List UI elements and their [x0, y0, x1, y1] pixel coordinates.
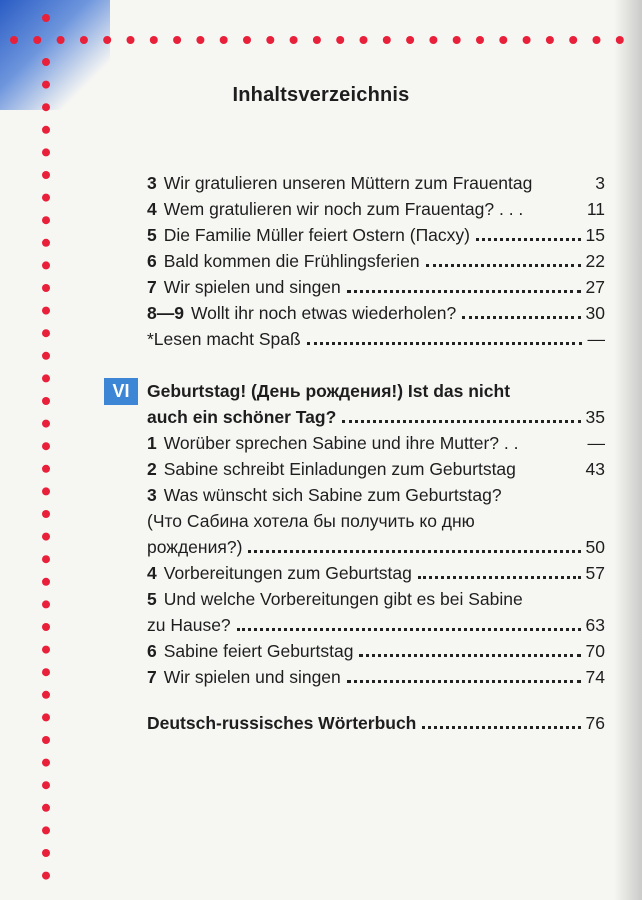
entry-text: zu Hause? — [147, 615, 231, 635]
entry-text: Wir spielen und singen — [163, 667, 341, 687]
border-dot — [42, 691, 50, 699]
border-dot — [80, 36, 88, 44]
border-dot — [42, 352, 50, 360]
border-dot — [42, 126, 50, 134]
border-dot — [42, 623, 50, 631]
page-number: 11 — [586, 199, 605, 219]
border-dot — [127, 36, 135, 44]
border-dot — [33, 36, 41, 44]
entry-number: 6 — [147, 251, 157, 271]
entry-number: 4 — [147, 199, 157, 219]
border-dot — [383, 36, 391, 44]
border-dot — [42, 600, 50, 608]
dot-leader — [307, 342, 582, 345]
entry-text: Wem gratulieren wir noch zum Frauentag? . . . — [163, 199, 524, 219]
entry-text: Wir spielen und singen — [163, 277, 341, 297]
border-dot — [42, 872, 50, 880]
border-dot — [313, 36, 321, 44]
entry-number: 6 — [147, 641, 157, 661]
entry-text: Die Familie Müller feiert Ostern (Пасху) — [163, 225, 470, 245]
dot-leader — [347, 680, 581, 683]
border-dot — [593, 36, 601, 44]
border-dot — [546, 36, 554, 44]
toc-entry[interactable] — [147, 662, 605, 688]
border-dot — [42, 759, 50, 767]
page-number: 35 — [585, 407, 605, 427]
border-dot — [173, 36, 181, 44]
toc-entry[interactable] — [147, 532, 605, 558]
dot-leader — [476, 238, 581, 241]
entry-number: 8—9 — [147, 303, 184, 323]
border-dot — [42, 261, 50, 269]
border-dot — [42, 533, 50, 541]
toc-entry[interactable] — [147, 584, 605, 610]
border-dot — [42, 465, 50, 473]
dot-leader — [422, 726, 580, 729]
toc-entry[interactable] — [147, 610, 605, 636]
border-dot — [42, 781, 50, 789]
dot-leader — [426, 264, 581, 267]
page-number: 70 — [585, 641, 605, 661]
entry-text: Sabine schreibt Einladungen zum Geburtstag — [163, 459, 516, 479]
toc-entry[interactable] — [147, 506, 605, 532]
entry-text: (Что Сабина хотела бы получить ко дню — [147, 511, 475, 531]
dot-leader — [359, 654, 580, 657]
border-dot — [523, 36, 531, 44]
entry-text: Bald kommen die Frühlingsferien — [163, 251, 420, 271]
border-dot — [42, 668, 50, 676]
dot-leader — [418, 576, 581, 579]
border-dot — [42, 713, 50, 721]
border-dot — [220, 36, 228, 44]
border-dot — [406, 36, 414, 44]
border-dot — [42, 487, 50, 495]
border-dot — [42, 194, 50, 202]
border-dot — [336, 36, 344, 44]
section-heading-text: auch ein schöner Tag? — [147, 407, 337, 427]
entry-number: 5 — [147, 225, 157, 245]
page-title: Inhaltsverzeichnis — [232, 84, 410, 106]
entry-text: Und welche Vorbereitungen gibt es bei Sabine — [163, 589, 523, 609]
page-number: 63 — [585, 615, 605, 635]
toc-entry[interactable] — [147, 220, 605, 246]
toc-entry[interactable] — [147, 480, 605, 506]
border-dot — [429, 36, 437, 44]
entry-text: Sabine feiert Geburtstag — [163, 641, 354, 661]
border-dot — [196, 36, 204, 44]
border-dot — [453, 36, 461, 44]
border-dot — [266, 36, 274, 44]
entry-number: 1 — [147, 433, 157, 453]
border-dot — [360, 36, 368, 44]
border-dot — [499, 36, 507, 44]
entry-text: Worüber sprechen Sabine und ihre Mutter? . . — [163, 433, 519, 453]
page-number: 27 — [585, 277, 605, 297]
border-dot — [42, 329, 50, 337]
border-dot — [290, 36, 298, 44]
toc-entry[interactable] — [147, 168, 605, 194]
entry-number: 7 — [147, 667, 157, 687]
dictionary-entry[interactable] — [147, 708, 605, 734]
entry-number: 3 — [147, 173, 157, 193]
border-dot — [42, 849, 50, 857]
section-heading-line1[interactable] — [147, 376, 605, 402]
border-dot — [42, 804, 50, 812]
page-number: 22 — [585, 251, 605, 271]
border-dot — [10, 36, 18, 44]
page-number: 15 — [585, 225, 605, 245]
page-number: 74 — [585, 667, 605, 687]
border-dot — [616, 36, 624, 44]
page-number: 76 — [585, 713, 605, 733]
border-dot — [42, 646, 50, 654]
entry-text: Was wünscht sich Sabine zum Geburtstag? — [163, 485, 502, 505]
dot-leader — [347, 290, 581, 293]
page-number: 43 — [585, 459, 605, 479]
dot-leader — [237, 628, 581, 631]
border-dot — [42, 736, 50, 744]
border-dot — [42, 420, 50, 428]
border-dot — [42, 284, 50, 292]
border-dot — [476, 36, 484, 44]
dot-leader — [342, 420, 580, 423]
toc-entry[interactable] — [147, 324, 605, 350]
border-dot — [42, 171, 50, 179]
border-dot — [42, 826, 50, 834]
border-dot — [42, 397, 50, 405]
entry-text: *Lesen macht Spaß — [147, 329, 301, 349]
border-dot — [42, 239, 50, 247]
border-dot — [42, 374, 50, 382]
section-badge: VI — [104, 378, 138, 405]
section-heading-line2[interactable] — [147, 402, 605, 428]
border-dot — [42, 216, 50, 224]
dot-leader — [248, 550, 580, 553]
border-dot — [42, 307, 50, 315]
page-number: 30 — [585, 303, 605, 323]
entry-number: 4 — [147, 563, 157, 583]
entry-text: Wir gratulieren unseren Müttern zum Frauentag — [163, 173, 533, 193]
toc-entry[interactable] — [147, 636, 605, 662]
entry-number: 7 — [147, 277, 157, 297]
entry-text: рождения?) — [147, 537, 243, 557]
border-dot — [42, 510, 50, 518]
toc-entry[interactable] — [147, 558, 605, 584]
border-dot — [42, 58, 50, 66]
toc-entry[interactable] — [147, 298, 605, 324]
border-dot — [243, 36, 251, 44]
toc-entry[interactable] — [147, 428, 605, 454]
border-dot — [42, 578, 50, 586]
dictionary-title: Deutsch-russisches Wörterbuch — [147, 713, 417, 733]
border-dot — [57, 36, 65, 44]
entry-text: Vorbereitungen zum Geburtstag — [163, 563, 412, 583]
page-number: 57 — [585, 563, 605, 583]
entry-number: 2 — [147, 459, 157, 479]
border-dot — [42, 555, 50, 563]
page-number: 3 — [595, 173, 605, 193]
toc-entry[interactable] — [147, 454, 605, 480]
dot-leader — [462, 316, 580, 319]
toc-entry[interactable] — [147, 246, 605, 272]
border-dot — [42, 148, 50, 156]
entry-text: Wollt ihr noch etwas wiederholen? — [190, 303, 457, 323]
page-number: 50 — [585, 537, 605, 557]
border-dot — [42, 442, 50, 450]
entry-number: 5 — [147, 589, 157, 609]
page-number: — — [587, 329, 605, 349]
border-dot — [103, 36, 111, 44]
page-number: — — [587, 433, 605, 453]
toc-entry[interactable] — [147, 194, 605, 220]
border-dot — [42, 14, 50, 22]
border-dot — [569, 36, 577, 44]
section-heading-text: Geburtstag! (День рождения!) Ist das nicht — [147, 381, 511, 401]
border-dot — [150, 36, 158, 44]
toc-entry[interactable] — [147, 272, 605, 298]
entry-number: 3 — [147, 485, 157, 505]
